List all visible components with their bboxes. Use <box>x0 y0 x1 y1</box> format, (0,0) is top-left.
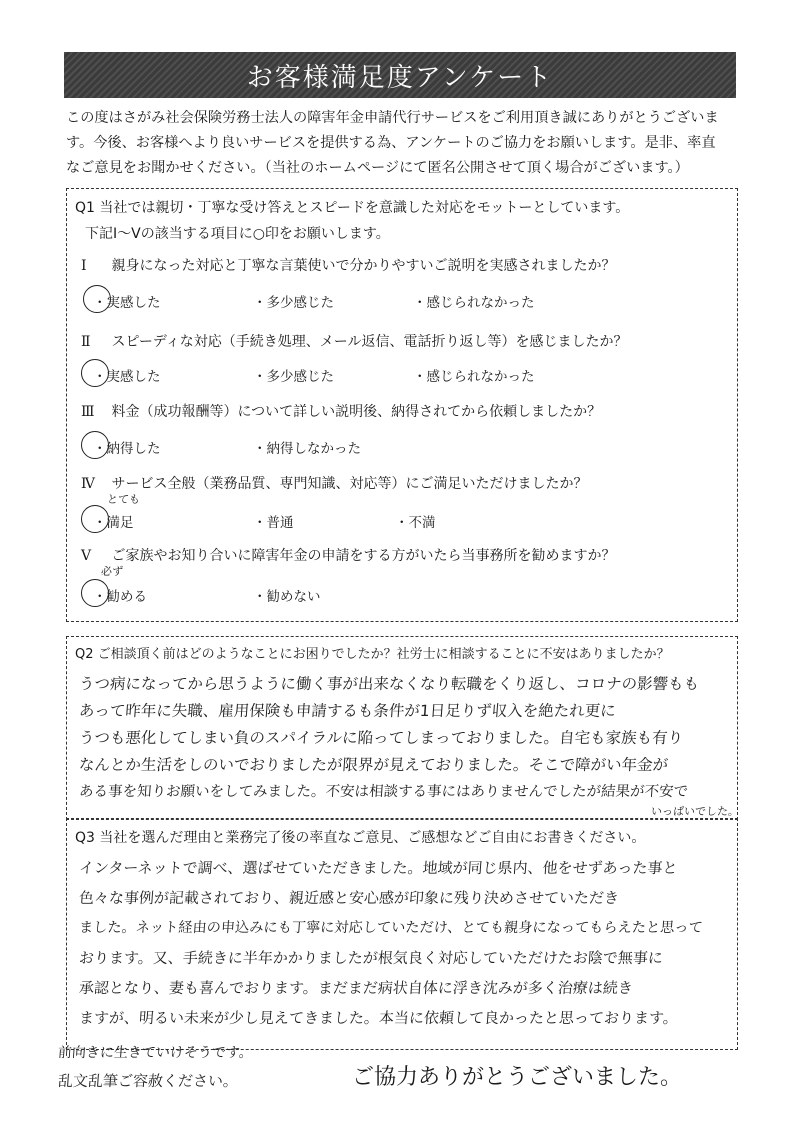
answer-line: ますが、明るい未来が少し見えてきました。本当に依頼して良かったと思っております。 <box>78 1009 679 1027</box>
option-susumeru[interactable]: ・勧める <box>93 589 147 605</box>
q1-item-3 <box>81 401 601 421</box>
q1-item-5 <box>81 545 615 565</box>
option-fuman[interactable]: ・不満 <box>395 515 436 531</box>
option-nattoku[interactable]: ・納得した <box>93 441 161 457</box>
page-title: お客様満足度アンケート <box>246 62 554 93</box>
q1-section <box>66 188 738 622</box>
q2-heading: Q2 ご相談頂く前はどのようなことにお困りでしたか？社労士に相談することに不安はありましたか？ <box>75 647 670 662</box>
selection-circle <box>81 579 109 607</box>
q1-instruction: 下記Ⅰ～Ⅴの該当する項目に○印をお願いします。 <box>85 226 390 242</box>
q1-heading: Q1 当社では親切・丁寧な受け答えとスピードを意識した対応をモットーとしています。 <box>75 200 630 216</box>
answer-line: なんとか生活をしのいでおりましたが限界が見えておりました。そこで障がい年金が <box>78 756 669 774</box>
q3-extra-line: 前向きに生きていけそうです。 <box>57 1045 254 1061</box>
answer-line: インターネットで調べ、選ばせていただきました。地域が同じ県内、他をせずあった事と <box>78 859 679 877</box>
option-manzoku[interactable]: ・満足 <box>93 515 134 531</box>
q1-item-4-options <box>85 493 725 535</box>
item-number: Ⅰ <box>81 258 87 274</box>
q1-item-2 <box>81 331 628 351</box>
q2-answer <box>79 671 729 806</box>
title-banner <box>64 52 736 98</box>
apology-note: 乱文乱筆ご容赦ください。 <box>57 1072 239 1090</box>
answer-line: 承認となり、妻も喜んでおります。まだまだ病状自体に浮き沈みが多く治療は続き <box>78 979 634 997</box>
q1-item-4 <box>81 473 587 493</box>
item-question: 親身になった対応と丁寧な言葉使いで分かりやすいご説明を実感されましたか？ <box>111 258 616 274</box>
selection-circle <box>83 285 111 313</box>
answer-line: うつ病になってから思うように働く事が出来なくなり転職をくり返し、コロナの影響もも <box>78 675 700 693</box>
intro-line: なご意見をお聞かせください。（当社のホームページにて匿名公開させて頂く場合がございます。） <box>66 160 689 176</box>
item-number: Ⅴ <box>81 548 92 564</box>
item-question: スピーディな対応（手続き処理、メール返信、電話折り返し等）を感じましたか？ <box>111 334 628 350</box>
answer-line: ました。ネット経由の申込みにも丁寧に対応していただけ、とても親身になってもらえたと思って <box>78 920 704 936</box>
selection-circle <box>81 359 109 387</box>
closing-message: ご協力ありがとうございました。 <box>352 1065 683 1090</box>
option-kanjirarenakatta[interactable]: ・感じられなかった <box>413 295 535 311</box>
item-number: Ⅱ <box>81 334 91 350</box>
answer-tail: いっぱいでした。 <box>650 805 740 818</box>
q1-item-1-options <box>85 291 725 315</box>
q1-item-2-options <box>85 365 725 389</box>
intro-text <box>66 106 746 181</box>
option-tashou[interactable]: ・多少感じた <box>253 295 334 311</box>
q3-answer <box>79 853 729 1033</box>
q2-section <box>66 636 738 820</box>
q3-heading: Q3 当社を選んだ理由と業務完了後の率直なご意見、ご感想などご自由にお書きください。 <box>75 830 646 846</box>
item-question: 料金（成功報酬等）について詳しい説明後、納得されてから依頼しましたか？ <box>111 404 602 420</box>
selection-circle <box>81 431 109 459</box>
option-futsuu[interactable]: ・普通 <box>253 515 294 531</box>
intro-line: す。今後、お客様へより良いサービスを提供する為、アンケートのご協力をお願いします。是非、率直 <box>66 135 716 151</box>
item-number: Ⅲ <box>81 404 95 420</box>
q1-item-5-options <box>85 565 725 609</box>
handwritten-note: 必ず <box>100 565 124 578</box>
item-question: ご家族やお知り合いに障害年金の申請をする方がいたら当事務所を勧めますか？ <box>111 548 616 564</box>
option-susumenai[interactable]: ・勧めない <box>253 589 321 605</box>
option-jikkan[interactable]: ・実感した <box>93 369 161 385</box>
answer-line: 色々な事例が記載されており、親近感と安心感が印象に残り決めさせていただき <box>78 889 620 907</box>
handwritten-note: とても <box>106 493 141 506</box>
option-tashou[interactable]: ・多少感じた <box>253 369 334 385</box>
option-kanjirarenakatta[interactable]: ・感じられなかった <box>413 369 535 385</box>
answer-line: おります。又、手続きに半年かかりましたが根気良く対応していただけたお陰で無事に <box>78 949 664 967</box>
q1-item-1 <box>81 255 615 275</box>
answer-line: ある事を知りお願いをしてみました。不安は相談する事にはありませんでしたが結果が不安で <box>78 784 689 800</box>
option-jikkan[interactable]: ・実感した <box>93 295 161 311</box>
q3-section <box>66 818 738 1050</box>
option-nattoku-shinakatta[interactable]: ・納得しなかった <box>253 441 361 457</box>
q1-item-3-options <box>85 437 725 461</box>
item-question: サービス全般（業務品質、専門知識、対応等）にご満足いただけましたか？ <box>111 476 588 492</box>
answer-line: あって昨年に失職、雇用保険も申請するも条件が1日足りず収入を絶たれ更に <box>78 702 617 720</box>
intro-line: この度はさがみ社会保険労務士法人の障害年金申請代行サービスをご利用頂き誠にありがとうございま <box>66 110 719 126</box>
answer-line: うつも悪化してしまい負のスパイラルに陥ってしまっておりました。自宅も家族も有り <box>78 729 684 747</box>
item-number: Ⅳ <box>81 476 95 492</box>
selection-circle <box>81 505 109 533</box>
